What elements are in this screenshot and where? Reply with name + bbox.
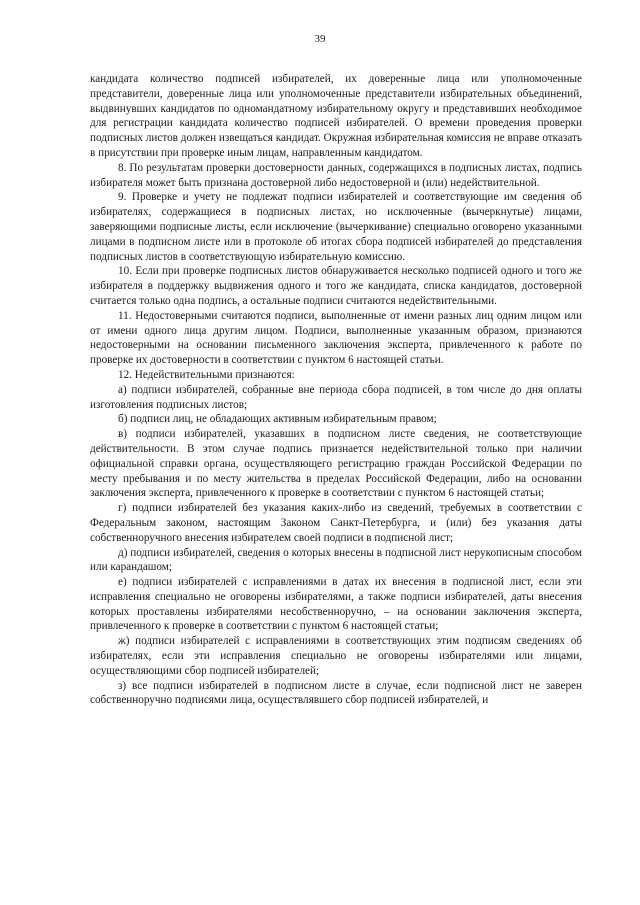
paragraph: 10. Если при проверке подписных листов обнаруживается несколько подписей одного и того же избирателя в поддержку выдвижения одного и того же кандидата, списка кандидатов, достоверной считается только одна подпись, а остальные подписи считаются недействительными. (90, 265, 582, 307)
paragraph: 12. Недействительными признаются: (118, 368, 295, 381)
page-number: 39 (314, 33, 326, 45)
paragraph: 8. По результатам проверки достоверности данных, содержащихся в подписных листах, подпись избирателя может быть признана достоверной либо недостоверной и (или) недействительной. (90, 161, 582, 189)
paragraph: д) подписи избирателей, сведения о которых внесены в подписной лист нерукописным способом или карандашом; (90, 546, 582, 574)
paragraph: г) подписи избирателей без указания каких-либо из сведений, требуемых в соответствии с Федеральным законом, настоящим Законом Санкт-Петербурга, и (или) без указания даты собственноручного внесения избирателем своей подписи в подписной лист; (90, 502, 582, 544)
body-text (90, 72, 582, 708)
paragraph: з) все подписи избирателей в подписном листе в случае, если подписной лист не заверен собственноручно подписями лица, осуществлявшего сбор подписей избирателей, и (90, 679, 582, 707)
paragraph: 9. Проверке и учету не подлежат подписи избирателей и соответствующие им сведения об избирателях, содержащиеся в подписных листах, но исключенные (вычеркнутые) лицами, заверяющими подписные листы, если исключение (вычеркивание) специально оговорено указанными лицами в подписном листе или в протоколе об итогах сбора подписей избирателей до представления подписных листов в соответствующую избирательную комиссию. (90, 191, 582, 263)
paragraph: а) подписи избирателей, собранные вне периода сбора подписей, в том числе до дня оплаты изготовления подписных листов; (90, 383, 582, 411)
paragraph: ж) подписи избирателей с исправлениями в соответствующих этим подписям сведениях об избирателях, если эти исправления специально не оговорены избирателями или лицами, осуществляющими сбор подписей избирателей; (90, 635, 582, 677)
paragraph: б) подписи лиц, не обладающих активным избирательным правом; (118, 413, 437, 426)
paragraph: кандидата количество подписей избирателей, их доверенные лица или уполномоченные представители, доверенные лица или уполномоченные представители избирательных объединений, выдвинувших кандидатов по одномандатному избирательному округу и представивших необходимое для регистрации кандидата количество подписей избирателей. О времени проведения проверки подписных листов должен извещаться кандидат. Окружная избирательная комиссия не вправе отказать в присутствии при проверке иным лицам, направленным кандидатом. (90, 73, 582, 159)
paragraph: е) подписи избирателей с исправлениями в датах их внесения в подписной лист, если эти исправления специально не оговорены избирателями, а также подписи избирателей, даты внесения которых проставлены избирателями несобственноручно, – на основании заключения эксперта, привлеченного к проверке в соответствии с пунктом 6 настоящей статьи; (90, 576, 582, 633)
paragraph: в) подписи избирателей, указавших в подписном листе сведения, не соответствующие действительности. В этом случае подпись признается недействительной только при наличии официальной справки органа, осуществляющего регистрацию граждан Российской Федерации по месту пребывания и по месту жительства в пределах Российской Федерации, либо на основании заключения эксперта, привлеченного к проверке в соответствии с пунктом 6 настоящей статьи; (90, 428, 582, 500)
paragraph: 11. Недостоверными считаются подписи, выполненные от имени разных лиц одним лицом или от имени одного лица другим лицом. Подписи, выполненные указанным образом, признаются недостоверными на основании письменного заключения эксперта, привлеченного к работе по проверке их достоверности в соответствии с пунктом 6 настоящей статьи. (90, 309, 582, 367)
